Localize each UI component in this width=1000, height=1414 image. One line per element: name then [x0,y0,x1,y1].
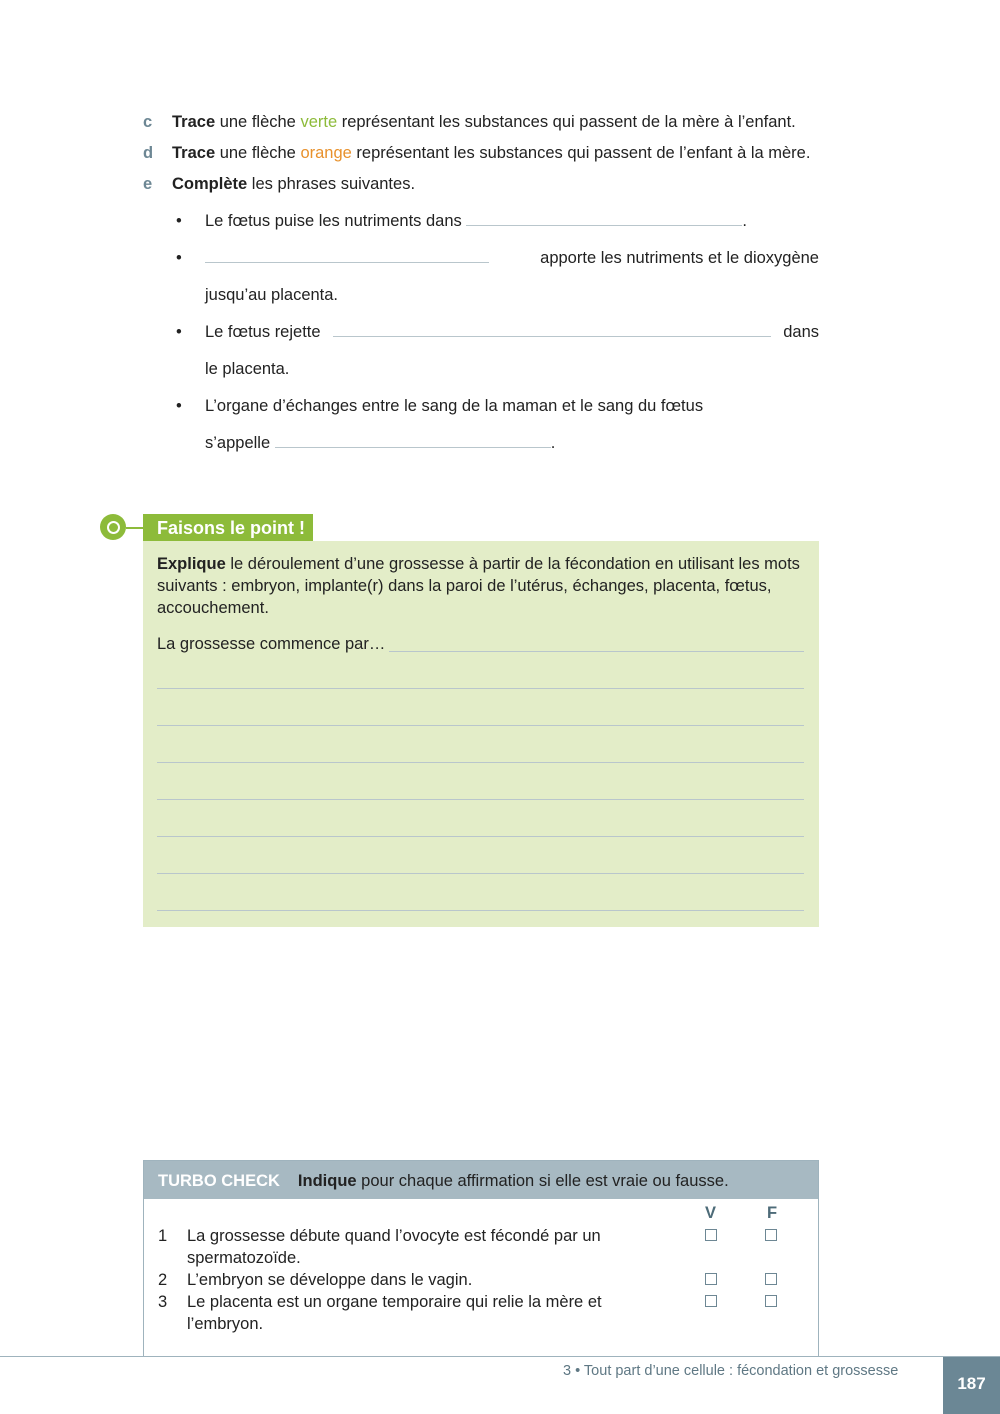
instruction-e: e Complète les phrases suivantes. [143,175,416,193]
checkbox-true[interactable] [705,1295,717,1307]
writing-line[interactable] [157,725,804,726]
sentence-2-cont: jusqu’au placenta. [205,286,339,304]
answer-blank[interactable] [333,322,771,337]
writing-line[interactable] [157,762,804,763]
statement-row: 3 Le placenta est un organe temporaire qui relie la mère et l’embryon. [158,1291,808,1335]
exercise-section [143,111,819,454]
false-header: F [767,1204,778,1222]
instruction-d: d Trace une flèche orange représentant les substances qui passent de l’enfant à la mère. [143,144,811,162]
sentence-1: • Le fœtus puise les nutriments dans . [176,212,747,230]
item-letter: c [143,113,153,131]
turbo-header: TURBO CHECK Indique pour chaque affirmation si elle est vraie ou fausse. [144,1161,818,1199]
sentence-3: • Le fœtus rejette dans [176,323,819,341]
sentence-3-cont: le placenta. [205,360,290,378]
writing-line[interactable] [157,688,804,689]
statement-row: 2 L’embryon se développe dans le vagin. [158,1269,808,1291]
point-instruction: Explique le déroulement d’une grossesse à partir de la fécondation en utilisant les mots suivants : embryon, implante(r) dans la paroi de l’utérus, échanges, placenta, fœtus, accouchement. [157,555,800,617]
answer-start: La grossesse commence par… [157,635,389,653]
target-icon [100,514,126,540]
statement-list [158,1225,808,1335]
checkbox-true[interactable] [705,1229,717,1241]
checkbox-true[interactable] [705,1273,717,1285]
writing-line[interactable] [157,910,804,911]
turbo-check-box [143,1160,819,1357]
checkbox-false[interactable] [765,1295,777,1307]
sentence-4-cont: s’appelle . [205,434,556,452]
statement-row: 1 La grossesse débute quand l’ovocyte est fécondé par un spermatozoïde. [158,1225,808,1269]
item-letter: d [143,144,154,162]
answer-blank[interactable] [466,211,742,226]
checkbox-false[interactable] [765,1229,777,1241]
item-letter: e [143,175,153,193]
sentence-4: • L’organe d’échanges entre le sang de la maman et le sang du fœtus [176,397,704,415]
answer-blank[interactable] [275,433,551,448]
point-content [157,553,805,655]
true-header: V [705,1204,717,1222]
section-title: Faisons le point ! [143,514,313,541]
writing-line[interactable] [157,873,804,874]
writing-line[interactable] [157,836,804,837]
sentence-2: • apporte les nutriments et le dioxygène [176,249,819,267]
writing-line[interactable] [157,799,804,800]
checkbox-false[interactable] [765,1273,777,1285]
answer-blank[interactable] [205,248,489,263]
page-number: 187 [943,1357,1000,1414]
instruction-c: c Trace une flèche verte représentant les substances qui passent de la mère à l’enfant. [143,113,796,131]
chapter-title: 3 • Tout part d’une cellule : fécondation et grossesse [563,1363,899,1379]
